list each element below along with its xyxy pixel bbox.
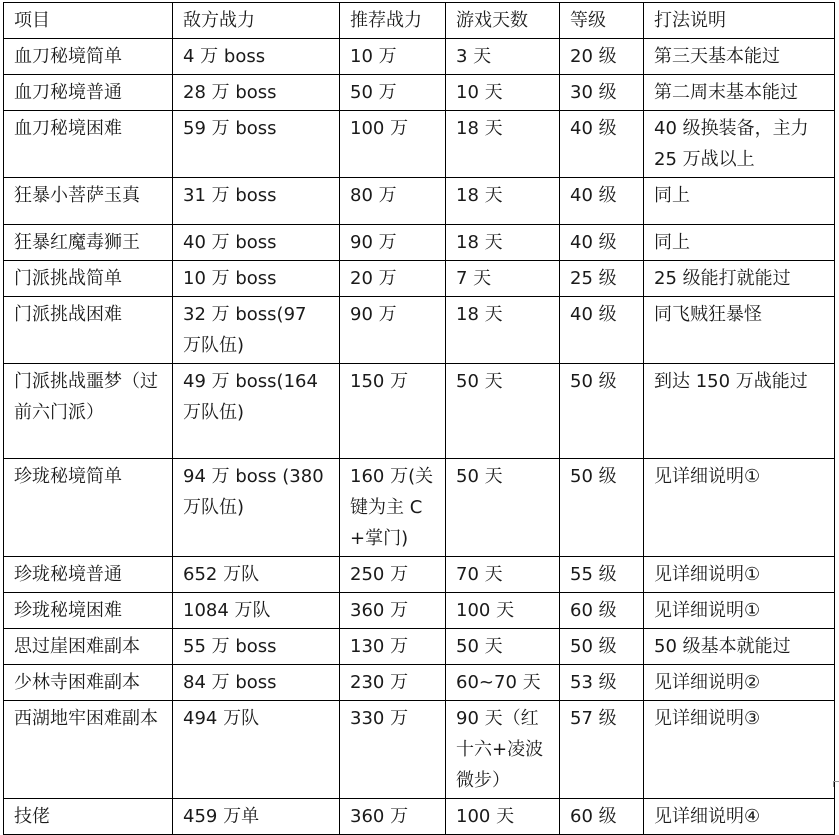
table-row	[4, 261, 835, 297]
table-row	[4, 557, 835, 593]
table-cell: 40 级	[560, 225, 644, 261]
table-row	[4, 178, 835, 225]
table-cell: 狂暴小菩萨玉真	[4, 178, 173, 225]
table-cell: 技佬	[4, 799, 173, 835]
table-cell: 第二周末基本能过	[644, 75, 835, 111]
table-cell: 见详细说明②	[644, 665, 835, 701]
table-cell: 40 级	[560, 111, 644, 178]
table-cell: 28 万 boss	[173, 75, 340, 111]
page-corner-mark	[833, 781, 839, 787]
table-cell: 50 天	[446, 364, 560, 459]
table-cell: 血刀秘境简单	[4, 39, 173, 75]
table-row	[4, 459, 835, 557]
table-row	[4, 225, 835, 261]
table-cell: 49 万 boss(164 万队伍)	[173, 364, 340, 459]
table-cell: 18 天	[446, 297, 560, 364]
table-cell: 100 天	[446, 799, 560, 835]
table-cell: 50 天	[446, 459, 560, 557]
table-cell: 80 万	[340, 178, 446, 225]
table-cell: 少林寺困难副本	[4, 665, 173, 701]
table-cell: 90 天（红十六+凌波微步）	[446, 701, 560, 799]
table-cell: 50 级基本就能过	[644, 629, 835, 665]
table-cell: 494 万队	[173, 701, 340, 799]
table-cell: 60~70 天	[446, 665, 560, 701]
table-row	[4, 701, 835, 799]
table-cell: 55 级	[560, 557, 644, 593]
table-cell: 珍珑秘境困难	[4, 593, 173, 629]
table-cell: 40 级	[560, 297, 644, 364]
header-row	[4, 3, 835, 39]
table-cell: 20 万	[340, 261, 446, 297]
table-row	[4, 111, 835, 178]
table-cell: 第三天基本能过	[644, 39, 835, 75]
table-cell: 360 万	[340, 593, 446, 629]
table-cell: 40 级换装备，主力 25 万战以上	[644, 111, 835, 178]
table-cell: 40 级	[560, 178, 644, 225]
header-cell-game-days: 游戏天数	[446, 3, 560, 39]
header-cell-level: 等级	[560, 3, 644, 39]
table-cell: 50 级	[560, 629, 644, 665]
table-cell: 门派挑战困难	[4, 297, 173, 364]
table-cell: 珍珑秘境普通	[4, 557, 173, 593]
table-cell: 330 万	[340, 701, 446, 799]
table-cell: 652 万队	[173, 557, 340, 593]
table-cell: 狂暴红魔毒狮王	[4, 225, 173, 261]
table-cell: 100 万	[340, 111, 446, 178]
table-cell: 同飞贼狂暴怪	[644, 297, 835, 364]
table-cell: 10 天	[446, 75, 560, 111]
table-cell: 30 级	[560, 75, 644, 111]
table-row	[4, 665, 835, 701]
table-cell: 70 天	[446, 557, 560, 593]
table-cell: 32 万 boss(97 万队伍)	[173, 297, 340, 364]
table-cell: 西湖地牢困难副本	[4, 701, 173, 799]
table-cell: 250 万	[340, 557, 446, 593]
table-cell: 94 万 boss (380 万队伍)	[173, 459, 340, 557]
table-cell: 10 万	[340, 39, 446, 75]
table-cell: 459 万单	[173, 799, 340, 835]
table-cell: 见详细说明③	[644, 701, 835, 799]
table-cell: 见详细说明①	[644, 557, 835, 593]
table-cell: 见详细说明④	[644, 799, 835, 835]
table-row	[4, 297, 835, 364]
table-cell: 25 级能打就能过	[644, 261, 835, 297]
table-cell: 50 天	[446, 629, 560, 665]
table-row	[4, 75, 835, 111]
table-cell: 门派挑战简单	[4, 261, 173, 297]
table-cell: 珍珑秘境简单	[4, 459, 173, 557]
table-cell: 100 天	[446, 593, 560, 629]
header-cell-item: 项目	[4, 3, 173, 39]
table-cell: 59 万 boss	[173, 111, 340, 178]
table-cell: 门派挑战噩梦（过前六门派）	[4, 364, 173, 459]
table-cell: 84 万 boss	[173, 665, 340, 701]
table-cell: 50 万	[340, 75, 446, 111]
table-row	[4, 799, 835, 835]
table-cell: 53 级	[560, 665, 644, 701]
header-cell-enemy-power: 敌方战力	[173, 3, 340, 39]
table-cell: 31 万 boss	[173, 178, 340, 225]
table-cell: 60 级	[560, 593, 644, 629]
table-row	[4, 39, 835, 75]
table-cell: 7 天	[446, 261, 560, 297]
table-cell: 60 级	[560, 799, 644, 835]
table-cell: 18 天	[446, 178, 560, 225]
table-cell: 1084 万队	[173, 593, 340, 629]
table-cell: 57 级	[560, 701, 644, 799]
table-cell: 同上	[644, 178, 835, 225]
table-cell: 18 天	[446, 225, 560, 261]
table-cell: 10 万 boss	[173, 261, 340, 297]
table-cell: 90 万	[340, 297, 446, 364]
table-row	[4, 629, 835, 665]
table-cell: 55 万 boss	[173, 629, 340, 665]
table-cell: 50 级	[560, 459, 644, 557]
header-cell-recommended-power: 推荐战力	[340, 3, 446, 39]
table-cell: 230 万	[340, 665, 446, 701]
table-cell: 20 级	[560, 39, 644, 75]
table-cell: 25 级	[560, 261, 644, 297]
table-cell: 360 万	[340, 799, 446, 835]
table-cell: 血刀秘境普通	[4, 75, 173, 111]
table-cell: 3 天	[446, 39, 560, 75]
table-cell: 50 级	[560, 364, 644, 459]
table-cell: 见详细说明①	[644, 459, 835, 557]
table-cell: 4 万 boss	[173, 39, 340, 75]
table-cell: 到达 150 万战能过	[644, 364, 835, 459]
table-cell: 130 万	[340, 629, 446, 665]
table-cell: 40 万 boss	[173, 225, 340, 261]
header-cell-strategy: 打法说明	[644, 3, 835, 39]
table-cell: 同上	[644, 225, 835, 261]
table-cell: 血刀秘境困难	[4, 111, 173, 178]
table-row	[4, 593, 835, 629]
table-cell: 18 天	[446, 111, 560, 178]
table-cell: 见详细说明①	[644, 593, 835, 629]
table-cell: 思过崖困难副本	[4, 629, 173, 665]
table-cell: 150 万	[340, 364, 446, 459]
strategy-table	[3, 2, 835, 835]
table-cell: 90 万	[340, 225, 446, 261]
table-row	[4, 364, 835, 459]
table-cell: 160 万(关键为主 C+掌门)	[340, 459, 446, 557]
